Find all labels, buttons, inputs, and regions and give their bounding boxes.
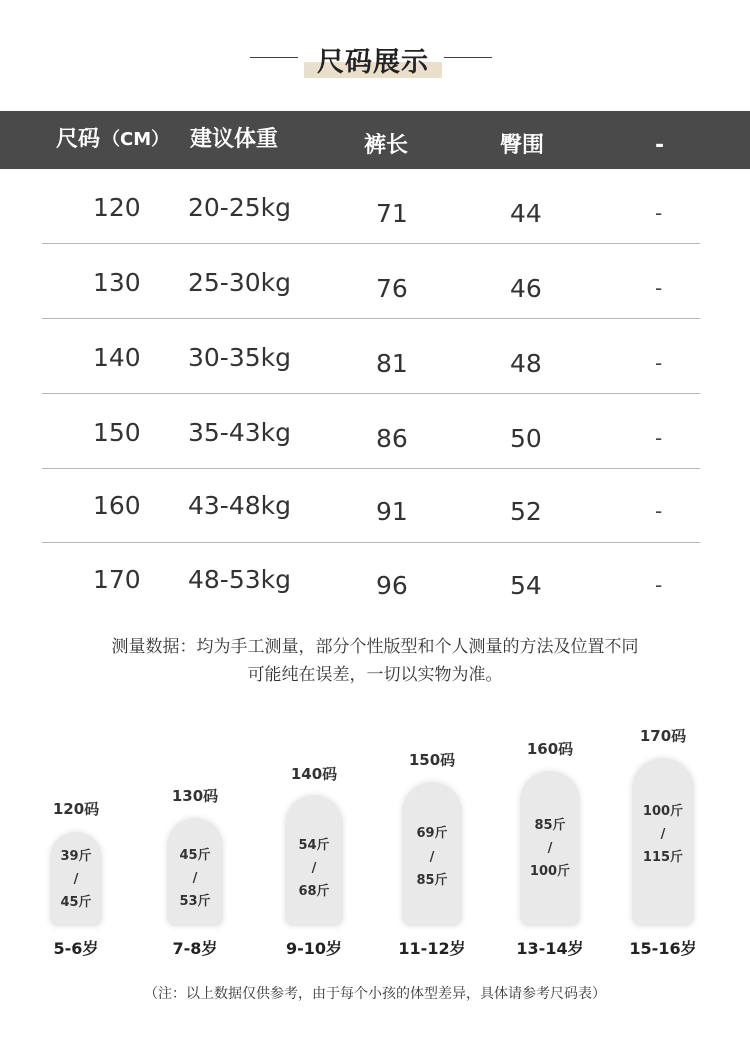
measurement-note-line1: 测量数据：均为手工测量，部分个性版型和个人测量的方法及位置不同	[111, 637, 639, 657]
cell-size: 170	[93, 565, 141, 594]
age-guide-item	[382, 0, 482, 1039]
age-guide-item	[26, 0, 126, 1039]
guide-weight-sep: /	[311, 861, 317, 876]
child-silhouette	[50, 832, 102, 926]
guide-weight-max: 85斤	[416, 873, 448, 888]
guide-size-label: 170码	[639, 727, 687, 745]
page-title: 尺码展示	[317, 47, 429, 78]
guide-weight-max: 68斤	[298, 884, 330, 899]
guide-weight-sep: /	[547, 841, 553, 856]
cell-hip: 44	[510, 199, 542, 228]
header-length: 裤长	[364, 133, 409, 158]
guide-weight-sep: /	[660, 827, 666, 842]
cell-hip: 50	[510, 424, 542, 453]
footer-note: （注：以上数据仅供参考，由于每个小孩的体型差异，具体请参考尺码表）	[144, 986, 606, 1002]
guide-weight-min: 100斤	[642, 804, 684, 819]
cell-hip: 48	[510, 349, 542, 378]
cell-hip: 54	[510, 571, 542, 600]
header-size: 尺码	[56, 127, 101, 152]
cell-length: 81	[376, 349, 408, 378]
cell-weight: 20-25kg	[188, 193, 291, 222]
child-silhouette	[285, 795, 343, 926]
header-extra: -	[655, 133, 665, 158]
cell-hip: 52	[510, 497, 542, 526]
age-guide-item	[264, 0, 364, 1039]
cell-length: 71	[376, 199, 408, 228]
cell-length: 91	[376, 497, 408, 526]
header-size-unit: （CM）	[102, 129, 170, 150]
age-guide-item	[145, 0, 245, 1039]
cell-extra: -	[655, 276, 663, 300]
cell-extra: -	[655, 426, 663, 450]
guide-weight-sep: /	[73, 872, 79, 887]
cell-size: 160	[93, 491, 141, 520]
guide-weight-sep: /	[429, 850, 435, 865]
header-hip: 臀围	[500, 133, 545, 158]
guide-weight-min: 39斤	[60, 849, 92, 864]
guide-weight-min: 45斤	[179, 848, 211, 863]
guide-age-label: 9-10岁	[285, 939, 343, 958]
cell-extra: -	[655, 351, 663, 375]
guide-weight-max: 45斤	[60, 895, 92, 910]
cell-size: 140	[93, 343, 141, 372]
cell-weight: 35-43kg	[188, 418, 291, 447]
cell-length: 76	[376, 274, 408, 303]
cell-extra: -	[655, 573, 663, 597]
cell-weight: 48-53kg	[188, 565, 291, 594]
child-silhouette	[520, 771, 580, 926]
guide-size-label: 160码	[526, 740, 574, 758]
guide-size-label: 130码	[171, 787, 219, 805]
guide-size-label: 120码	[52, 800, 100, 818]
cell-weight: 25-30kg	[188, 268, 291, 297]
guide-weight-max: 53斤	[179, 894, 211, 909]
cell-weight: 43-48kg	[188, 491, 291, 520]
guide-age-label: 11-12岁	[398, 939, 466, 958]
cell-size: 150	[93, 418, 141, 447]
guide-age-label: 7-8岁	[172, 939, 218, 958]
measurement-note-line2: 可能纯在误差，一切以实物为准。	[247, 665, 503, 685]
guide-weight-min: 54斤	[298, 838, 330, 853]
header-weight: 建议体重	[190, 127, 279, 152]
cell-hip: 46	[510, 274, 542, 303]
child-silhouette	[167, 818, 223, 926]
guide-weight-min: 85斤	[534, 818, 566, 833]
guide-size-label: 150码	[408, 751, 456, 769]
guide-age-label: 13-14岁	[516, 939, 584, 958]
cell-size: 120	[93, 193, 141, 222]
age-guide-item	[500, 0, 600, 1039]
cell-weight: 30-35kg	[188, 343, 291, 372]
guide-weight-max: 100斤	[529, 864, 571, 879]
guide-weight-sep: /	[192, 871, 198, 886]
guide-age-label: 5-6岁	[53, 939, 99, 958]
guide-weight-max: 115斤	[642, 850, 684, 865]
child-silhouette	[632, 758, 694, 926]
cell-length: 96	[376, 571, 408, 600]
guide-age-label: 15-16岁	[629, 939, 697, 958]
age-guide-item	[613, 0, 713, 1039]
cell-extra: -	[655, 201, 663, 225]
guide-weight-min: 69斤	[416, 826, 448, 841]
child-silhouette	[402, 782, 462, 926]
cell-size: 130	[93, 268, 141, 297]
cell-extra: -	[655, 499, 663, 523]
cell-length: 86	[376, 424, 408, 453]
guide-size-label: 140码	[290, 765, 338, 783]
